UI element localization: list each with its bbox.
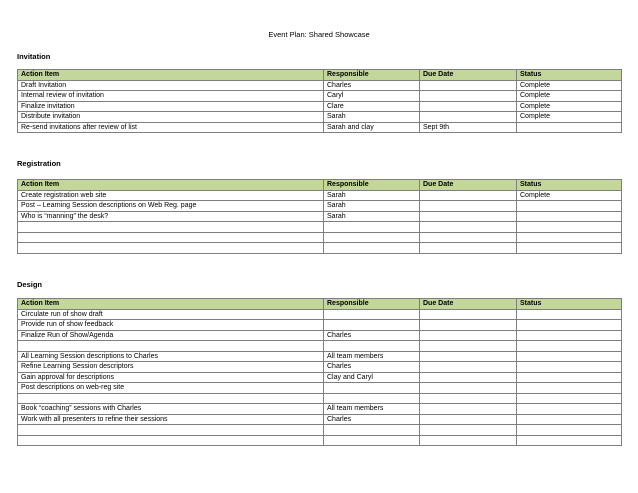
section-title-design: Design [17, 280, 43, 289]
table-row [18, 91, 622, 102]
table-row [18, 201, 622, 212]
table-row [18, 435, 622, 446]
cell-status [517, 414, 622, 425]
table-row [18, 122, 622, 133]
cell-responsible [324, 309, 420, 320]
table-header-row [18, 299, 622, 310]
cell-due-date [420, 201, 517, 212]
cell-status: Complete [517, 190, 622, 201]
cell-status: Complete [517, 101, 622, 112]
table-row [18, 320, 622, 331]
cell-action: Post – Learning Session descriptions on Web Reg. page [18, 201, 324, 212]
cell-status [517, 393, 622, 404]
cell-responsible: Sarah and clay [324, 122, 420, 133]
cell-due-date [420, 211, 517, 222]
cell-action: All Learning Session descriptions to Charles [18, 351, 324, 362]
cell-status [517, 201, 622, 212]
cell-status: Complete [517, 91, 622, 102]
cell-due-date [420, 190, 517, 201]
cell-status [517, 383, 622, 394]
cell-responsible [324, 320, 420, 331]
cell-action [18, 243, 324, 254]
cell-action: Book “coaching” sessions with Charles [18, 404, 324, 415]
cell-responsible: Charles [324, 362, 420, 373]
cell-responsible [324, 383, 420, 394]
cell-status [517, 232, 622, 243]
cell-responsible: Charles [324, 330, 420, 341]
page-title: Event Plan: Shared Showcase [268, 30, 370, 39]
cell-responsible: All team members [324, 404, 420, 415]
cell-status [517, 309, 622, 320]
cell-status: Complete [517, 80, 622, 91]
cell-action [18, 232, 324, 243]
table-row [18, 404, 622, 415]
cell-action: Refine Learning Session descriptors [18, 362, 324, 373]
cell-responsible: Charles [324, 80, 420, 91]
cell-responsible [324, 243, 420, 254]
cell-due-date [420, 112, 517, 123]
cell-action: Create registration web site [18, 190, 324, 201]
cell-action: Who is “manning” the desk? [18, 211, 324, 222]
section-title-registration: Registration [17, 159, 61, 168]
cell-responsible: Sarah [324, 112, 420, 123]
cell-due-date [420, 309, 517, 320]
cell-due-date: Sept 9th [420, 122, 517, 133]
cell-action [18, 341, 324, 352]
cell-action [18, 425, 324, 436]
cell-status [517, 362, 622, 373]
design-table [17, 298, 622, 446]
cell-responsible: Clare [324, 101, 420, 112]
header-status: Status [517, 70, 622, 81]
cell-due-date [420, 80, 517, 91]
table-row [18, 101, 622, 112]
cell-action: Draft Invitation [18, 80, 324, 91]
cell-action: Work with all presenters to refine their sessions [18, 414, 324, 425]
cell-responsible: Sarah [324, 211, 420, 222]
cell-due-date [420, 91, 517, 102]
cell-action: Provide run of show feedback [18, 320, 324, 331]
cell-due-date [420, 372, 517, 383]
header-responsible: Responsible [324, 70, 420, 81]
header-responsible: Responsible [324, 299, 420, 310]
cell-responsible [324, 341, 420, 352]
table-row [18, 243, 622, 254]
cell-due-date [420, 414, 517, 425]
header-due-date: Due Date [420, 299, 517, 310]
header-responsible: Responsible [324, 180, 420, 191]
cell-responsible [324, 232, 420, 243]
table-row [18, 190, 622, 201]
table-header-row [18, 180, 622, 191]
header-action-item: Action Item [18, 70, 324, 81]
cell-due-date [420, 243, 517, 254]
cell-due-date [420, 330, 517, 341]
header-due-date: Due Date [420, 70, 517, 81]
cell-status [517, 372, 622, 383]
cell-due-date [420, 393, 517, 404]
cell-responsible: Charles [324, 414, 420, 425]
cell-due-date [420, 425, 517, 436]
invitation-table [17, 69, 622, 133]
header-action-item: Action Item [18, 299, 324, 310]
cell-status [517, 330, 622, 341]
cell-status [517, 222, 622, 233]
header-status: Status [517, 299, 622, 310]
cell-status: Complete [517, 112, 622, 123]
table-row [18, 309, 622, 320]
cell-due-date [420, 101, 517, 112]
cell-status [517, 404, 622, 415]
header-status: Status [517, 180, 622, 191]
registration-table [17, 179, 622, 254]
cell-due-date [420, 435, 517, 446]
cell-responsible: All team members [324, 351, 420, 362]
cell-action: Finalize Run of Show/Agenda [18, 330, 324, 341]
cell-responsible [324, 425, 420, 436]
cell-due-date [420, 383, 517, 394]
header-action-item: Action Item [18, 180, 324, 191]
table-row [18, 222, 622, 233]
cell-status [517, 211, 622, 222]
cell-due-date [420, 222, 517, 233]
table-header-row [18, 70, 622, 81]
cell-status [517, 320, 622, 331]
cell-responsible [324, 222, 420, 233]
cell-responsible [324, 435, 420, 446]
cell-status [517, 341, 622, 352]
cell-status [517, 351, 622, 362]
cell-status [517, 425, 622, 436]
table-row [18, 393, 622, 404]
table-row [18, 425, 622, 436]
cell-due-date [420, 341, 517, 352]
cell-action: Circulate run of show draft [18, 309, 324, 320]
table-row [18, 80, 622, 91]
cell-action: Re-send invitations after review of list [18, 122, 324, 133]
section-title-invitation: Invitation [17, 52, 51, 61]
table-row [18, 330, 622, 341]
table-row [18, 414, 622, 425]
cell-due-date [420, 232, 517, 243]
cell-action: Internal review of invitation [18, 91, 324, 102]
cell-status [517, 243, 622, 254]
header-due-date: Due Date [420, 180, 517, 191]
cell-due-date [420, 351, 517, 362]
cell-responsible [324, 393, 420, 404]
cell-due-date [420, 362, 517, 373]
table-row [18, 341, 622, 352]
cell-status [517, 435, 622, 446]
cell-responsible: Clay and Caryl [324, 372, 420, 383]
table-row [18, 351, 622, 362]
table-row [18, 232, 622, 243]
cell-action: Finalize invitation [18, 101, 324, 112]
table-row [18, 112, 622, 123]
table-row [18, 372, 622, 383]
table-row [18, 362, 622, 373]
cell-action [18, 393, 324, 404]
cell-responsible: Caryl [324, 91, 420, 102]
cell-due-date [420, 320, 517, 331]
cell-due-date [420, 404, 517, 415]
cell-responsible: Sarah [324, 201, 420, 212]
cell-action: Post descriptions on web-reg site [18, 383, 324, 394]
cell-action [18, 222, 324, 233]
cell-action [18, 435, 324, 446]
cell-status [517, 122, 622, 133]
cell-responsible: Sarah [324, 190, 420, 201]
cell-action: Gain approval for descriptions [18, 372, 324, 383]
table-row [18, 383, 622, 394]
cell-action: Distribute invitation [18, 112, 324, 123]
table-row [18, 211, 622, 222]
